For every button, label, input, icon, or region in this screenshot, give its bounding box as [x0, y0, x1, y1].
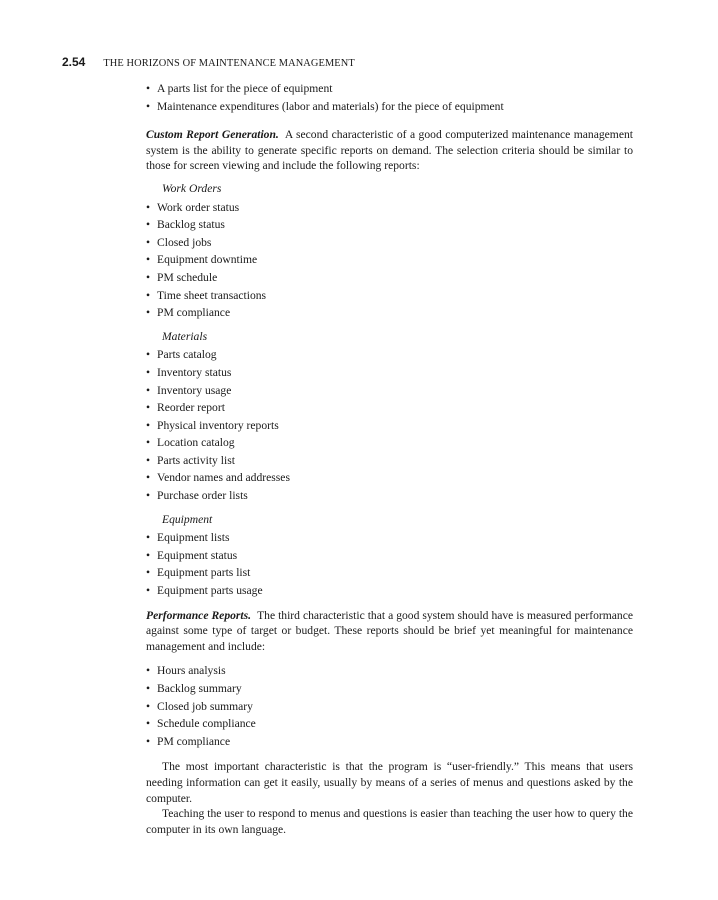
bullet-icon: • — [146, 306, 151, 320]
list-item: • Physical inventory reports — [146, 417, 633, 435]
bullet-icon: • — [146, 235, 151, 249]
work-orders-subheading: Work Orders — [162, 181, 222, 195]
running-header — [62, 53, 355, 71]
bullet-icon: • — [146, 365, 151, 379]
performance-heading: Performance Reports. — [146, 608, 252, 622]
equipment-subheading: Equipment — [162, 512, 213, 526]
materials-subheading: Materials — [162, 329, 208, 343]
list-item: • Purchase order lists — [146, 487, 633, 505]
bullet-icon: • — [146, 253, 151, 267]
list-item: • Equipment downtime — [146, 251, 633, 269]
list-item: • PM schedule — [146, 269, 633, 287]
bullet-icon: • — [146, 418, 151, 432]
list-item: • Inventory usage — [146, 382, 633, 400]
bullet-icon: • — [146, 288, 151, 302]
list-item: • A parts list for the piece of equipment — [146, 80, 633, 98]
list-item: • Equipment lists — [146, 529, 633, 547]
closing-paragraph-1: The most important characteristic is that the program is “user-friendly.” This means that users needing information can get it easily, usually by means of a series of menus and questions asked by the computer. — [146, 760, 633, 805]
performance-text: The third characteristic that a good system should have is measured performance against some type of target or budget. These reports should be brief yet meaningful for maintenance management and include: — [146, 608, 633, 653]
list-item: • Parts catalog — [146, 346, 633, 364]
bullet-icon: • — [146, 218, 151, 232]
bullet-icon: • — [146, 584, 151, 598]
body-content — [146, 80, 633, 837]
bullet-icon: • — [146, 82, 151, 95]
bullet-icon: • — [146, 348, 151, 362]
bullet-icon: • — [146, 453, 151, 467]
performance-list — [146, 662, 633, 750]
bullet-icon: • — [146, 734, 151, 748]
bullet-icon: • — [146, 699, 151, 713]
custom-report-paragraph — [146, 127, 633, 174]
equipment-list — [146, 529, 633, 599]
list-item: • Inventory status — [146, 364, 633, 382]
bullet-icon: • — [146, 383, 151, 397]
bullet-icon: • — [146, 489, 151, 503]
list-item: • Equipment status — [146, 547, 633, 565]
list-item: • Work order status — [146, 199, 633, 217]
list-item: • Equipment parts usage — [146, 582, 633, 600]
custom-report-heading: Custom Report Generation. — [146, 128, 279, 142]
list-item: • Backlog status — [146, 216, 633, 234]
list-item: • Parts activity list — [146, 452, 633, 470]
work-orders-list — [146, 199, 633, 322]
list-item: • Time sheet transactions — [146, 287, 633, 305]
list-item: • PM compliance — [146, 304, 633, 322]
list-item: • Schedule compliance — [146, 715, 633, 733]
bullet-icon: • — [146, 548, 151, 562]
list-item: • Reorder report — [146, 399, 633, 417]
bullet-icon: • — [146, 664, 151, 678]
list-item: • PM compliance — [146, 733, 633, 751]
bullet-icon: • — [146, 531, 151, 545]
closing-paragraph-2: Teaching the user to respond to menus and questions is easier than teaching the user how to query the computer in its own language. — [146, 807, 633, 836]
performance-paragraph — [146, 608, 633, 655]
intro-bullet-list — [146, 80, 633, 115]
bullet-icon: • — [146, 401, 151, 415]
list-item: • Maintenance expenditures (labor and materials) for the piece of equipment — [146, 98, 633, 116]
bullet-icon: • — [146, 200, 151, 214]
bullet-icon: • — [146, 471, 151, 485]
list-item: • Backlog summary — [146, 680, 633, 698]
page-number: 2.54 — [62, 55, 86, 69]
bullet-icon: • — [146, 682, 151, 695]
bullet-icon: • — [146, 436, 151, 450]
list-item: • Closed job summary — [146, 698, 633, 716]
list-item: • Hours analysis — [146, 662, 633, 680]
list-item: • Vendor names and addresses — [146, 469, 633, 487]
list-item: • Equipment parts list — [146, 564, 633, 582]
bullet-icon: • — [146, 99, 151, 113]
materials-list — [146, 346, 633, 504]
bullet-icon: • — [146, 566, 151, 580]
list-item: • Closed jobs — [146, 234, 633, 252]
bullet-icon: • — [146, 270, 151, 284]
custom-report-text: A second characteristic of a good computerized maintenance management system is the ability to generate specific reports on demand. The selection criteria should be similar to those for screen viewing and include the following reports: — [146, 128, 633, 173]
bullet-icon: • — [146, 717, 151, 731]
list-item: • Location catalog — [146, 434, 633, 452]
running-title: THE HORIZONS OF MAINTENANCE MANAGEMENT — [103, 58, 355, 69]
